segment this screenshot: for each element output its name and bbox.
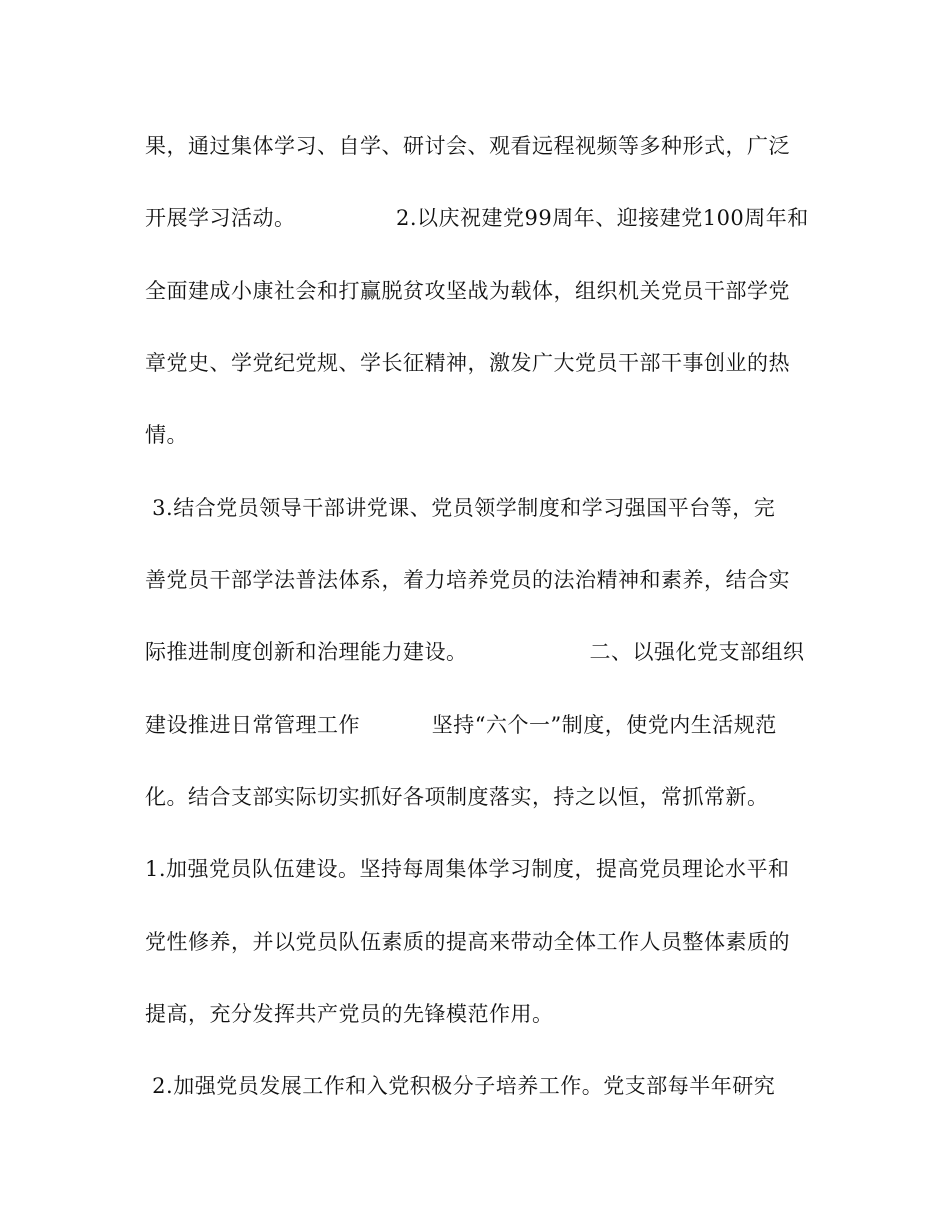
text-line-10: 化。结合支部实际切实抓好各项制度落实，持之以恒，常抓常新。: [145, 785, 769, 809]
text-line-14: 2.加强党员发展工作和入党积极分子培养工作。党支部每半年研究: [145, 1074, 776, 1098]
text-line-4: 章党史、学党纪党规、学长征精神，激发广大党员干部干事创业的热: [145, 351, 790, 375]
text-line-3: 全面建成小康社会和打赢脱贫攻坚战为载体，组织机关党员干部学党: [145, 279, 790, 303]
text-line-11: 1.加强党员队伍建设。坚持每周集体学习制度，提高党员理论水平和: [145, 857, 790, 881]
text-line-9: 建设推进日常管理工作 坚持“六个一”制度，使党内生活规范: [145, 713, 777, 737]
text-line-8: 际推进制度创新和治理能力建设。 二、以强化党支部组织: [145, 640, 805, 664]
text-line-12: 党性修养，并以党员队伍素质的提高来带动全体工作人员整体素质的: [145, 930, 790, 954]
text-line-2: 开展学习活动。 2.以庆祝建党99周年、迎接建党100周年和: [145, 206, 809, 230]
text-line-5: 情。: [145, 423, 188, 447]
text-line-1: 果，通过集体学习、自学、研讨会、观看远程视频等多种形式，广泛: [145, 134, 790, 158]
text-line-6: 3.结合党员领导干部讲党课、党员领学制度和学习强国平台等，完: [145, 496, 776, 520]
text-line-13: 提高，充分发挥共产党员的先锋模范作用。: [145, 1002, 554, 1026]
text-line-7: 善党员干部学法普法体系，着力培养党员的法治精神和素养，结合实: [145, 568, 790, 592]
